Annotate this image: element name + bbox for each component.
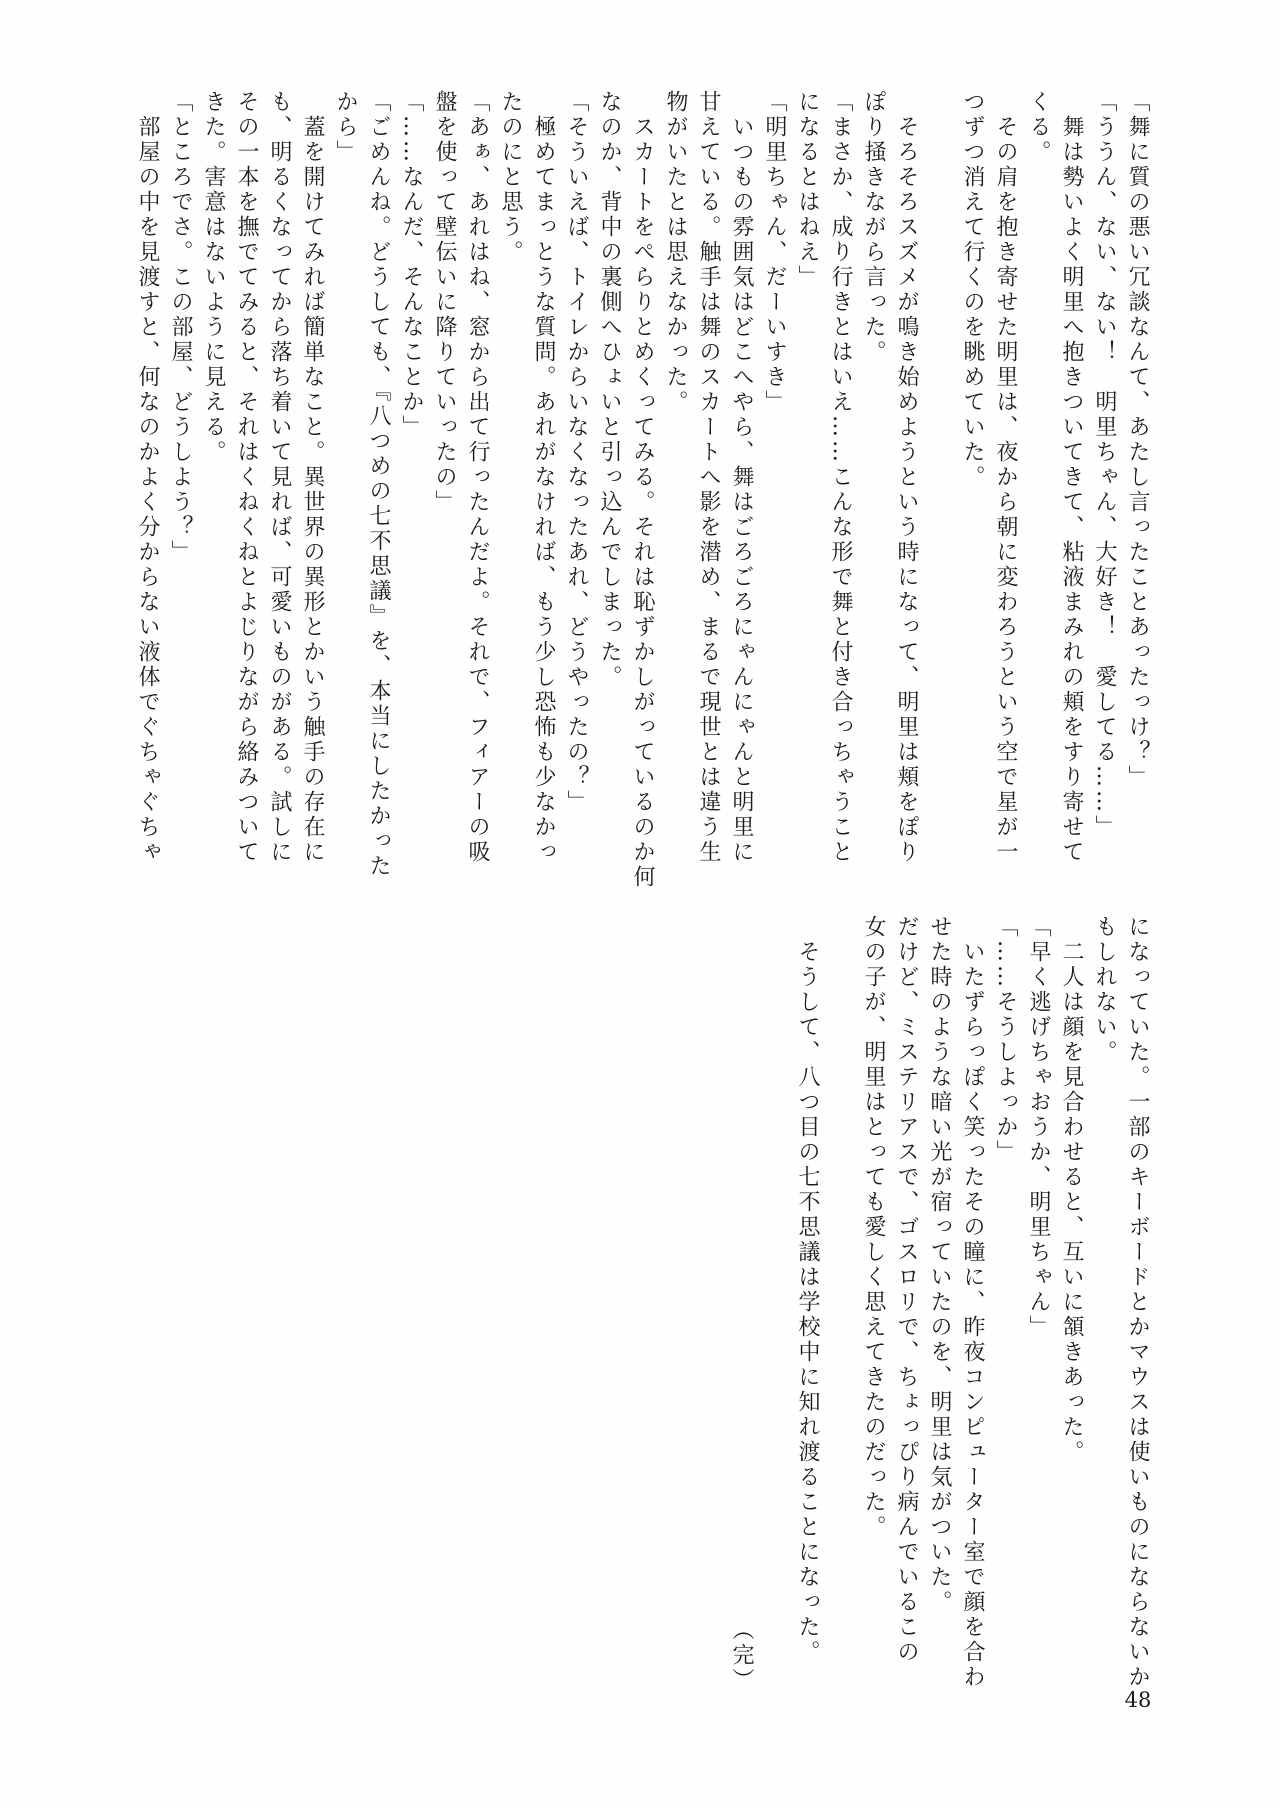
- text-column: 「早く逃げちゃおうか、明里ちゃん」: [1026, 915, 1051, 1340]
- text-column: 舞は勢いよく明里へ抱きついてきて、粘液まみれの頬をすり寄せて: [1059, 90, 1084, 865]
- text-column: から」: [333, 90, 358, 165]
- text-column: 甘えている。触手は舞のスカートへ影を潜め、まるで現世とは違う生: [696, 90, 721, 865]
- text-column: 盤を使って壁伝いに降りていったの」: [432, 90, 457, 515]
- text-column: 部屋の中を見渡すと、何なのかよく分からない液体でぐちゃぐちゃ: [135, 90, 160, 865]
- page-number: 48: [1124, 1688, 1152, 1712]
- text-column: きた。害意はないように見える。: [201, 90, 226, 465]
- text-column: つずつ消えて行くのを眺めていた。: [960, 90, 985, 490]
- text-column: 「ところでさ。この部屋、どうしよう？」: [168, 90, 193, 565]
- text-column: も、明るくなってから落ち着いて見れば、可愛いものがある。試しに: [267, 90, 292, 865]
- text-column: 「……そうしよっか」: [993, 915, 1018, 1165]
- text-column: になるとはねえ」: [795, 90, 820, 290]
- text-column: 女の子が、明里はとっても愛しく思えてきたのだった。: [861, 915, 886, 1540]
- text-column: スカートをぺらりとめくってみる。それは恥ずかしがっているのか何: [630, 90, 655, 890]
- text-block-top: [131, 90, 1154, 890]
- text-column: 「舞に質の悪い冗談なんて、あたし言ったことあったっけ？」: [1125, 90, 1150, 790]
- text-column: だけど、ミステリアスで、ゴスロリで、ちょっぴり病んでいるこの: [894, 915, 919, 1665]
- text-column: せた時のような暗い光が宿っていたのを、明里は気がついた。: [927, 915, 952, 1615]
- text-column: なのか、背中の裏側へひょいと引っ込んでしまった。: [597, 90, 622, 690]
- text-column: [923, 90, 956, 868]
- text-column: 「明里ちゃん、だーいすき」: [762, 90, 787, 415]
- text-column: 極めてまっとうな質問。あれがなければ、もう少し恐怖も少なかっ: [531, 90, 556, 865]
- text-column: いつもの雰囲気はどこへやら、舞はごろごろにゃんにゃんと明里に: [729, 90, 754, 865]
- text-column: ぽり掻きながら言った。: [861, 90, 886, 365]
- text-column: いたずらっぽく笑ったその瞳に、昨夜コンピューター室で顔を合わ: [960, 915, 985, 1690]
- text-column: 二人は顔を見合わせると、互いに頷きあった。: [1059, 915, 1084, 1465]
- text-column: [758, 915, 791, 1693]
- text-column: 「ううん、ない、ない！ 明里ちゃん、大好き！ 愛してる……」: [1092, 90, 1117, 840]
- text-column: もしれない。: [1092, 915, 1117, 1065]
- text-column: [824, 915, 857, 1693]
- end-mark: （完）: [729, 1618, 754, 1693]
- text-column: そろそろスズメが鳴き始めようという時になって、明里は頬をぽり: [894, 90, 919, 865]
- text-column: 「あぁ、あれはね、窓から出て行ったんだよ。それで、フィアーの吸: [465, 90, 490, 865]
- text-column: そうして、八つ目の七不思議は学校中に知れ渡ることになった。: [795, 915, 820, 1665]
- text-block-bottom: [725, 915, 1154, 1693]
- text-column: その肩を抱き寄せた明里は、夜から朝に変わろうという空で星が一: [993, 90, 1018, 865]
- text-column: 物がいたとは思えなかった。: [663, 90, 688, 415]
- text-column: くる。: [1026, 90, 1051, 165]
- text-column: たのにと思う。: [498, 90, 523, 265]
- text-column: 「まさか、成り行きとはいえ……こんな形で舞と付き合っちゃうこと: [828, 90, 853, 865]
- text-column: 「そういえば、トイレからいなくなったあれ、どうやったの？」: [564, 90, 589, 815]
- text-column: その一本を撫でてみると、それはくねくねとよじりながら絡みついて: [234, 90, 259, 865]
- text-column: になっていた。一部のキーボードとかマウスは使いものにならないか: [1125, 915, 1150, 1690]
- text-column: 蓋を開けてみれば簡単なこと。異世界の異形とかいう触手の存在に: [300, 90, 325, 865]
- text-column: 「ごめんね。どうしても、『八つめの七不思議』を、本当にしたかった: [366, 90, 391, 879]
- text-column: 「……なんだ、そんなことか」: [399, 90, 424, 440]
